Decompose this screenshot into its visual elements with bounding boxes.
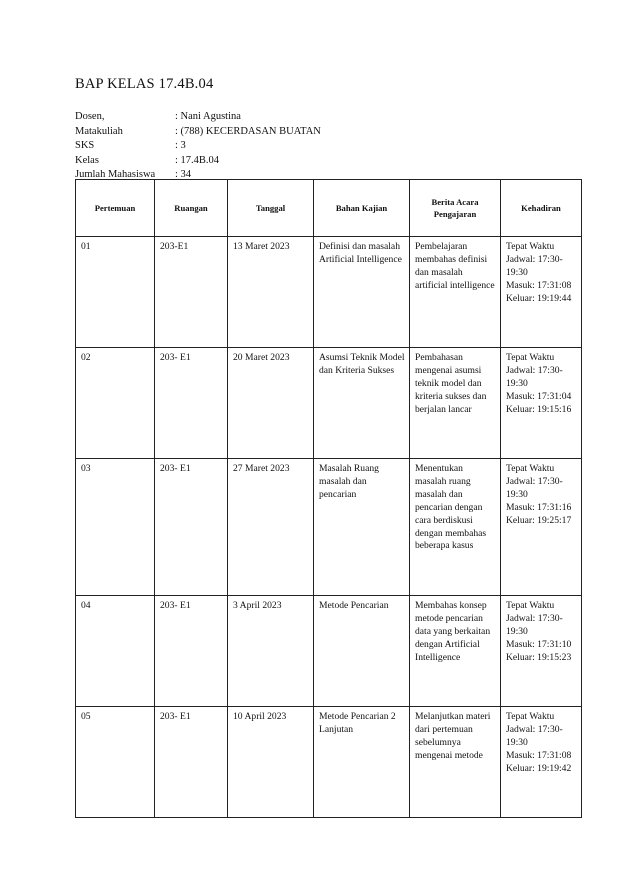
cell-ruangan: 203- E1 (155, 348, 228, 459)
attendance-masuk: Masuk: 17:31:16 (506, 501, 572, 513)
table-row (76, 707, 582, 818)
info-label: SKS (75, 140, 95, 152)
cell-bahan-kajian: Metode Pencarian (314, 596, 410, 707)
table-row (76, 348, 582, 459)
header-bahan-kajian: Bahan Kajian (314, 180, 410, 237)
cell-ruangan: 203- E1 (155, 459, 228, 596)
table-row (76, 237, 582, 348)
info-value: : 3 (175, 140, 186, 152)
page-title: BAP KELAS 17.4B.04 (75, 76, 214, 92)
info-label: Jumlah Mahasiswa (75, 169, 156, 181)
cell-tanggal: 3 April 2023 (228, 596, 314, 707)
attendance-status: Tepat Waktu (506, 600, 555, 611)
attendance-keluar: Keluar: 19:15:23 (506, 651, 572, 663)
attendance-keluar: Keluar: 19:25:17 (506, 514, 572, 526)
cell-pertemuan: 03 (76, 459, 155, 596)
cell-pertemuan: 02 (76, 348, 155, 459)
cell-berita-acara: Pembahasan mengenai asumsi teknik model dan kriteria sukses dan berjalan lancar (410, 348, 501, 459)
cell-bahan-kajian: Asumsi Teknik Model dan Kriteria Sukses (314, 348, 410, 459)
bap-table (75, 179, 582, 818)
header-berita-acara: Berita Acara Pengajaran (410, 180, 501, 237)
attendance-status: Tepat Waktu (506, 463, 555, 474)
header-tanggal: Tanggal (228, 180, 314, 237)
info-value: : Nani Agustina (175, 111, 241, 122)
cell-tanggal: 20 Maret 2023 (228, 348, 314, 459)
attendance-jadwal: Jadwal: 17:30-19:30 (506, 612, 563, 637)
attendance-keluar: Keluar: 19:15:16 (506, 403, 572, 415)
cell-berita-acara: Menentukan masalah ruang masalah dan pencarian dengan cara berdiskusi dengan membahas beberapa kasus (410, 459, 501, 596)
cell-bahan-kajian: Metode Pencarian 2 Lanjutan (314, 707, 410, 818)
cell-berita-acara: Membahas konsep metode pencarian data yang berkaitan dengan Artificial Intelligence (410, 596, 501, 707)
cell-bahan-kajian: Masalah Ruang masalah dan pencarian (314, 459, 410, 596)
attendance-jadwal: Jadwal: 17:30-19:30 (506, 475, 563, 500)
cell-ruangan: 203- E1 (155, 596, 228, 707)
header-pertemuan: Pertemuan (76, 180, 155, 237)
attendance-jadwal: Jadwal: 17:30-19:30 (506, 723, 563, 748)
header-ruangan: Ruangan (155, 180, 228, 237)
info-row-dosen (75, 110, 321, 125)
cell-ruangan: 203-E1 (155, 237, 228, 348)
info-value: : (788) KECERDASAN BUATAN (175, 125, 321, 137)
attendance-keluar: Keluar: 19:19:44 (506, 292, 572, 304)
attendance-masuk: Masuk: 17:31:08 (506, 749, 572, 761)
attendance-masuk: Masuk: 17:31:10 (506, 638, 572, 650)
cell-bahan-kajian: Definisi dan masalah Artificial Intelligence (314, 237, 410, 348)
cell-kehadiran (501, 348, 582, 459)
table-header-row (76, 180, 582, 237)
cell-pertemuan: 05 (76, 707, 155, 818)
course-info (75, 110, 321, 183)
cell-kehadiran (501, 596, 582, 707)
cell-kehadiran (501, 237, 582, 348)
attendance-status: Tepat Waktu (506, 352, 555, 363)
info-value: : 17.4B.04 (175, 154, 220, 166)
cell-berita-acara: Pembelajaran membahas definisi dan masalah artificial intelligence (410, 237, 501, 348)
cell-tanggal: 27 Maret 2023 (228, 459, 314, 596)
header-kehadiran: Kehadiran (501, 180, 582, 237)
attendance-jadwal: Jadwal: 17:30-19:30 (506, 253, 563, 278)
attendance-status: Tepat Waktu (506, 711, 555, 722)
cell-ruangan: 203- E1 (155, 707, 228, 818)
info-label: Kelas (75, 154, 99, 166)
attendance-jadwal: Jadwal: 17:30-19:30 (506, 364, 563, 389)
info-label: Dosen, (75, 111, 105, 122)
table-row (76, 596, 582, 707)
attendance-masuk: Masuk: 17:31:08 (506, 279, 572, 291)
cell-tanggal: 13 Maret 2023 (228, 237, 314, 348)
cell-tanggal: 10 April 2023 (228, 707, 314, 818)
attendance-keluar: Keluar: 19:19:42 (506, 762, 572, 774)
cell-kehadiran (501, 459, 582, 596)
attendance-status: Tepat Waktu (506, 241, 555, 252)
cell-pertemuan: 04 (76, 596, 155, 707)
cell-berita-acara: Melanjutkan materi dari pertemuan sebelumnya mengenai metode (410, 707, 501, 818)
info-value: : 34 (175, 169, 192, 181)
info-row-matakuliah (75, 125, 321, 140)
info-label: Matakuliah (75, 125, 123, 137)
info-row-sks (75, 139, 321, 154)
table-row (76, 459, 582, 596)
info-row-kelas (75, 154, 321, 169)
attendance-masuk: Masuk: 17:31:04 (506, 390, 572, 402)
cell-pertemuan: 01 (76, 237, 155, 348)
cell-kehadiran (501, 707, 582, 818)
